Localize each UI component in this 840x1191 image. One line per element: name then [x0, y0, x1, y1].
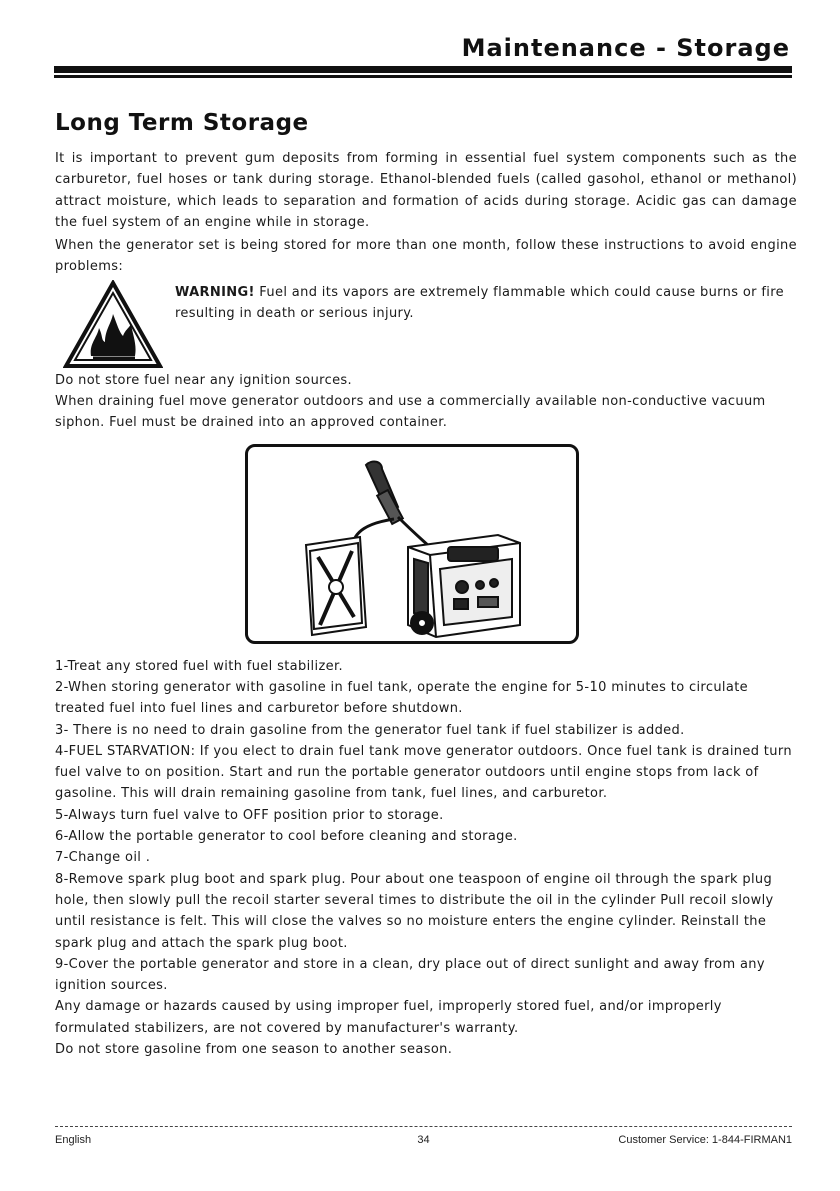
section-title: Long Term Storage [55, 110, 309, 136]
step-item: 7-Change oil . [55, 850, 151, 866]
footer-language: English [55, 1134, 92, 1146]
step-item: 8-Remove spark plug boot and spark plug. Pour about one teaspoon of engine oil through the spark plug hole, then slowly pull the recoil starter several times to distribute the oil in the cylinder Pull recoil slowly until resistance is felt. This will close the valves so no moisture enters the engine cylinder. Reinstall the spark plug and attach the spark plug boot. [55, 871, 774, 951]
warning-text [175, 282, 795, 370]
step-item: 9-Cover the portable generator and store in a clean, dry place out of direct sunlight and away from any ignition sources. [55, 956, 765, 994]
fuel-siphon-figure [245, 444, 579, 644]
ignition-note: Do not store fuel near any ignition sources. [55, 372, 353, 388]
step-item: 6-Allow the portable generator to cool before cleaning and storage. [55, 829, 518, 845]
intro-paragraph: It is important to prevent gum deposits from forming in essential fuel system components such as the carburetor, fuel hoses or tank during storage. Ethanol-blended fuels (called gasohol, ethanol or methanol) attract moisture, which leads to separation and formation of acids during storage. Acidic gas can damage the fuel system of an engine while in storage. [55, 151, 797, 230]
step-item: 1-Treat any stored fuel with fuel stabilizer. [55, 658, 343, 674]
header-rule-thick [54, 66, 792, 73]
step-item: 3- There is no need to drain gasoline from the generator fuel tank if fuel stabilizer is added. [55, 722, 685, 738]
footer-rule [55, 1126, 792, 1127]
step-item: 5-Always turn fuel valve to OFF position prior to storage. [55, 807, 444, 823]
flammable-warning-icon [63, 280, 163, 370]
storing-paragraph: When the generator set is being stored for more than one month, follow these instructions to avoid engine problems: [55, 238, 797, 275]
page-number: 34 [417, 1134, 430, 1146]
page-header-title: Maintenance - Storage [461, 34, 790, 62]
draining-note: When draining fuel move generator outdoors and use a commercially available non-conductive vacuum siphon. Fuel must be drained into an approved container. [55, 394, 766, 431]
season-note: Do not store gasoline from one season to another season. [55, 1042, 453, 1058]
customer-service: Customer Service: 1-844-FIRMAN1 [618, 1134, 793, 1146]
header-rule-thin [54, 75, 792, 78]
warning-block [55, 280, 797, 370]
warning-label: WARNING! [175, 284, 255, 300]
warranty-note: Any damage or hazards caused by using improper fuel, improperly stored fuel, and/or improperly formulated stabilizers, are not covered by manufacturer's warranty. [55, 999, 722, 1036]
fuel-siphon-illustration [248, 447, 576, 641]
page-footer [55, 1134, 792, 1146]
page-content [55, 148, 797, 1060]
step-item: 2-When storing generator with gasoline in fuel tank, operate the engine for 5-10 minutes to circulate treated fuel into fuel lines and carburetor before shutdown. [55, 679, 749, 717]
step-item: 4-FUEL STARVATION: If you elect to drain fuel tank move generator outdoors. Once fuel tank is drained turn fuel valve to on position. Start and run the portable generator outdoors until engine stops from lack of gasoline. This will drain remaining gasoline from tank, fuel lines, and carburetor. [55, 743, 792, 802]
warning-message: Fuel and its vapors are extremely flammable which could cause burns or fire resulting in death or serious injury. [175, 284, 784, 322]
